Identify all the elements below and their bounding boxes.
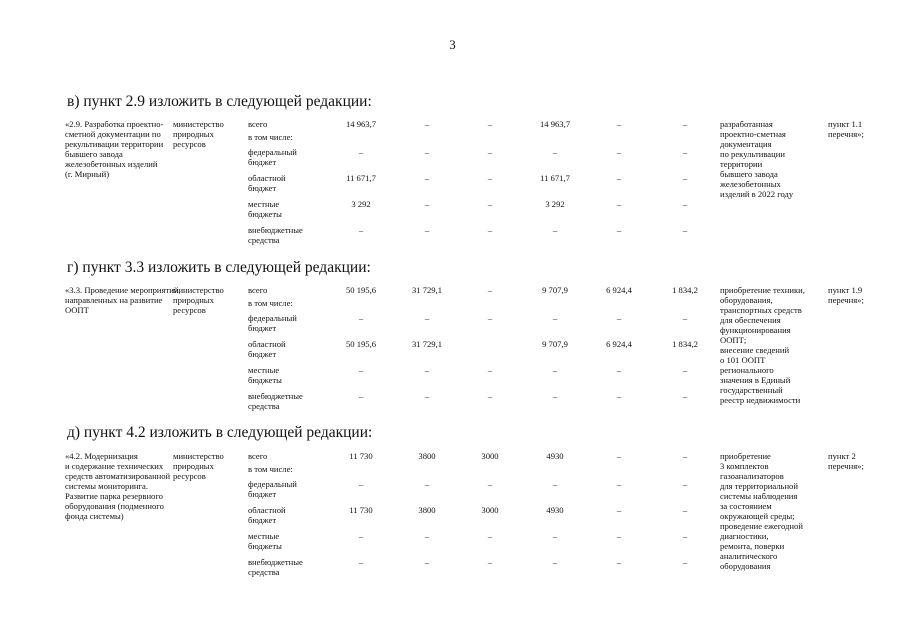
executor-line: ресурсов xyxy=(173,139,206,149)
section-heading: г) пункт 3.3 изложить в следующей редакции: xyxy=(67,259,371,276)
funding-value: – xyxy=(616,451,622,461)
funding-value: – xyxy=(616,531,622,541)
funding-source-line: всего xyxy=(248,119,268,129)
executor-line: министерство xyxy=(173,285,224,295)
measure-name-line: оборудования (подменного xyxy=(65,501,164,511)
funding-value: – xyxy=(616,147,622,157)
funding-value: – xyxy=(487,313,493,323)
funding-source-line: областной xyxy=(248,505,286,515)
expected-result-line: о 101 ООПТ xyxy=(720,355,766,365)
funding-source-line: бюджет xyxy=(248,489,277,499)
funding-value: – xyxy=(424,479,430,489)
expected-result-line: значения в Единый xyxy=(720,375,791,385)
funding-source-line: средства xyxy=(248,401,280,411)
funding-value: – xyxy=(616,313,622,323)
funding-value: – xyxy=(424,531,430,541)
funding-value: – xyxy=(682,557,688,567)
funding-source-line: бюджеты xyxy=(248,541,282,551)
measure-name-line: Развитие парка резервного xyxy=(65,491,163,501)
funding-value: – xyxy=(487,225,493,235)
funding-source-line: в том числе: xyxy=(248,132,293,142)
expected-result xyxy=(720,285,805,405)
measure-name-line: железобетонных изделий xyxy=(65,159,158,169)
expected-result-line: государственный xyxy=(720,385,783,395)
list-reference xyxy=(828,451,864,471)
funding-value: 9 707,9 xyxy=(542,339,568,349)
funding-source xyxy=(248,391,303,411)
funding-value: – xyxy=(424,557,430,567)
funding-value: 3 292 xyxy=(351,199,371,209)
list-reference-line: перечня»; xyxy=(828,461,864,471)
funding-value: – xyxy=(682,199,688,209)
funding-source-line: бюджет xyxy=(248,349,277,359)
funding-value: – xyxy=(424,173,430,183)
list-reference-line: перечня»; xyxy=(828,129,864,139)
funding-value: – xyxy=(487,531,493,541)
expected-result-line: для территориальной xyxy=(720,481,798,491)
funding-source xyxy=(248,557,303,577)
expected-result-line: разработанная xyxy=(720,119,773,129)
funding-source-line: в том числе: xyxy=(248,298,293,308)
funding-value: 4930 xyxy=(546,451,564,461)
funding-value: – xyxy=(682,365,688,375)
funding-value: 3800 xyxy=(418,451,436,461)
list-reference-line: перечня»; xyxy=(828,295,864,305)
funding-value: 3000 xyxy=(481,505,499,515)
measure-name-line: и содержание технических xyxy=(65,461,164,471)
funding-source xyxy=(248,285,267,295)
funding-source xyxy=(248,451,267,461)
executor-line: министерство xyxy=(173,451,224,461)
measure-name-line: рекультивации территории xyxy=(65,139,164,149)
funding-value: – xyxy=(358,557,364,567)
funding-value: – xyxy=(552,225,558,235)
funding-source-line: федеральный xyxy=(248,479,297,489)
expected-result-line: по рекультивации xyxy=(720,149,785,159)
funding-value: – xyxy=(358,225,364,235)
funding-source-line: внебюджетные xyxy=(248,557,303,567)
funding-value: – xyxy=(552,147,558,157)
funding-value: – xyxy=(682,225,688,235)
funding-value: – xyxy=(487,479,493,489)
funding-value: – xyxy=(616,557,622,567)
expected-result-line: ремонта, поверки xyxy=(720,541,785,551)
funding-source-line: бюджет xyxy=(248,183,277,193)
funding-source-line: в том числе: xyxy=(248,464,293,474)
funding-value: – xyxy=(424,225,430,235)
funding-value: – xyxy=(424,313,430,323)
funding-source xyxy=(248,531,282,551)
list-reference xyxy=(828,119,864,139)
funding-source-line: всего xyxy=(248,285,268,295)
expected-result-line: за состоянием xyxy=(720,501,772,511)
expected-result-line: системы наблюдения xyxy=(720,491,798,501)
executor-line: министерство xyxy=(173,119,224,129)
measure-name-line: средств автоматизированной xyxy=(65,471,171,481)
funding-value: – xyxy=(487,173,493,183)
funding-value: – xyxy=(616,505,622,515)
expected-result-line: проектно-сметная xyxy=(720,129,786,139)
funding-value: 31 729,1 xyxy=(411,285,443,295)
funding-source-line: федеральный xyxy=(248,313,297,323)
funding-source-line: местные xyxy=(248,199,280,209)
funding-source xyxy=(248,147,297,167)
funding-source-line: местные xyxy=(248,531,280,541)
funding-value: 1 834,2 xyxy=(672,339,698,349)
funding-source-line: средства xyxy=(248,567,280,577)
funding-value: 6 924,4 xyxy=(606,339,632,349)
measure-name-line: бывшего завода xyxy=(65,149,123,159)
funding-source-line: бюджеты xyxy=(248,375,282,385)
funding-source xyxy=(248,132,293,142)
funding-value: 11 730 xyxy=(349,451,373,461)
funding-value: 50 195,6 xyxy=(345,285,377,295)
funding-value: – xyxy=(552,365,558,375)
executor-line: природных xyxy=(173,461,214,471)
funding-value: 11 671,7 xyxy=(540,173,570,183)
funding-value: – xyxy=(487,391,493,401)
funding-value: – xyxy=(487,119,493,129)
funding-value: – xyxy=(682,119,688,129)
funding-source-line: бюджет xyxy=(248,515,277,525)
funding-value: 11 671,7 xyxy=(346,173,376,183)
expected-result-line: реестр недвижимости xyxy=(720,395,801,405)
funding-value: – xyxy=(616,479,622,489)
funding-value: – xyxy=(487,285,493,295)
measure-name-line: «3.3. Проведение мероприятий, xyxy=(65,285,181,295)
list-reference xyxy=(828,285,864,305)
funding-value: – xyxy=(682,147,688,157)
executor-line: ресурсов xyxy=(173,471,206,481)
funding-source xyxy=(248,339,286,359)
list-reference-line: пункт 2 xyxy=(828,451,856,461)
funding-value: 9 707,9 xyxy=(542,285,568,295)
funding-source-line: бюджеты xyxy=(248,209,282,219)
expected-result-line: внесение сведений xyxy=(720,345,790,355)
funding-value: – xyxy=(358,391,364,401)
funding-value: – xyxy=(424,365,430,375)
funding-source-line: внебюджетные xyxy=(248,391,303,401)
measure-name-line: «2.9. Разработка проектно- xyxy=(65,119,164,129)
funding-value: 14 963,7 xyxy=(539,119,571,129)
funding-source xyxy=(248,173,286,193)
expected-result-line: территории xyxy=(720,159,763,169)
expected-result-line: функционирования xyxy=(720,325,791,335)
funding-value: 6 924,4 xyxy=(606,285,632,295)
measure-name-line: направленных на развитие xyxy=(65,295,163,305)
expected-result-line: приобретение xyxy=(720,451,771,461)
expected-result-line: для обеспечения xyxy=(720,315,781,325)
funding-source-line: областной xyxy=(248,173,286,183)
executor-line: природных xyxy=(173,129,214,139)
section-heading: д) пункт 4.2 изложить в следующей редакции: xyxy=(67,424,373,441)
funding-value: – xyxy=(682,531,688,541)
expected-result-line: газоанализаторов xyxy=(720,471,784,481)
funding-value: – xyxy=(424,199,430,209)
expected-result-line: документация xyxy=(720,139,772,149)
funding-value: 14 963,7 xyxy=(345,119,377,129)
expected-result-line: бывшего завода xyxy=(720,169,778,179)
funding-value: 11 730 xyxy=(349,505,373,515)
expected-result-line: аналитического xyxy=(720,551,778,561)
funding-source xyxy=(248,119,267,129)
funding-value: – xyxy=(358,531,364,541)
funding-source-line: федеральный xyxy=(248,147,297,157)
funding-value: – xyxy=(616,391,622,401)
funding-source xyxy=(248,199,282,219)
section-heading: в) пункт 2.9 изложить в следующей редакции: xyxy=(67,93,372,110)
funding-value: 3800 xyxy=(418,505,436,515)
measure-name-line: фонда системы) xyxy=(65,511,124,521)
funding-source-line: областной xyxy=(248,339,286,349)
expected-result-line: диагностики, xyxy=(720,531,769,541)
funding-value: – xyxy=(616,199,622,209)
funding-value: – xyxy=(487,199,493,209)
expected-result-line: 3 комплектов xyxy=(720,461,769,471)
expected-result xyxy=(720,119,793,199)
funding-source xyxy=(248,365,282,385)
funding-value: – xyxy=(682,391,688,401)
funding-value: – xyxy=(358,313,364,323)
measure-name-line: «4.2. Модернизация xyxy=(65,451,138,461)
funding-value: – xyxy=(424,119,430,129)
expected-result-line: транспортных средств xyxy=(720,305,802,315)
funding-value: – xyxy=(487,557,493,567)
funding-value: – xyxy=(682,505,688,515)
funding-value: – xyxy=(552,479,558,489)
measure-name-line: системы мониторинга. xyxy=(65,481,149,491)
executor-line: ресурсов xyxy=(173,305,206,315)
funding-value: – xyxy=(616,365,622,375)
measure-name-line: (г. Мирный) xyxy=(65,169,110,179)
funding-source-line: внебюджетные xyxy=(248,225,303,235)
funding-value: – xyxy=(358,147,364,157)
funding-value: – xyxy=(487,365,493,375)
funding-source xyxy=(248,298,293,308)
funding-value: – xyxy=(552,313,558,323)
funding-value: – xyxy=(682,313,688,323)
funding-value: – xyxy=(424,391,430,401)
funding-value: – xyxy=(358,479,364,489)
funding-value: – xyxy=(552,391,558,401)
funding-value: – xyxy=(552,557,558,567)
funding-value: – xyxy=(682,173,688,183)
funding-value: – xyxy=(552,531,558,541)
expected-result-line: окружающей среды; xyxy=(720,511,795,521)
expected-result-line: оборудования, xyxy=(720,295,773,305)
funding-value: 3000 xyxy=(481,451,499,461)
list-reference-line: пункт 1.9 xyxy=(828,285,863,295)
funding-value: 4930 xyxy=(546,505,564,515)
funding-value: 1 834,2 xyxy=(672,285,698,295)
funding-value: – xyxy=(616,173,622,183)
funding-value: 3 292 xyxy=(545,199,565,209)
funding-source-line: средства xyxy=(248,235,280,245)
measure-name-line: сметной документации по xyxy=(65,129,161,139)
expected-result-line: железобетонных xyxy=(720,179,781,189)
funding-value: – xyxy=(682,451,688,461)
expected-result-line: ООПТ; xyxy=(720,335,747,345)
funding-source xyxy=(248,225,303,245)
page-number: 3 xyxy=(449,37,456,52)
funding-source-line: всего xyxy=(248,451,268,461)
expected-result xyxy=(720,451,803,571)
funding-value: 50 195,6 xyxy=(345,339,377,349)
expected-result-line: изделий в 2022 году xyxy=(720,189,794,199)
funding-value: – xyxy=(616,225,622,235)
funding-value: 31 729,1 xyxy=(411,339,443,349)
funding-value: – xyxy=(682,479,688,489)
funding-value: – xyxy=(487,147,493,157)
executor-line: природных xyxy=(173,295,214,305)
expected-result-line: регионального xyxy=(720,365,774,375)
funding-row xyxy=(0,225,905,255)
expected-result-line: приобретение техники, xyxy=(720,285,805,295)
list-reference-line: пункт 1.1 xyxy=(828,119,863,129)
funding-source xyxy=(248,479,297,499)
funding-source-line: местные xyxy=(248,365,280,375)
funding-value: – xyxy=(358,365,364,375)
funding-source-line: бюджет xyxy=(248,323,277,333)
funding-source xyxy=(248,505,286,525)
amendment-table xyxy=(0,119,905,259)
funding-source xyxy=(248,464,293,474)
funding-value: – xyxy=(424,147,430,157)
expected-result-line: оборудования xyxy=(720,561,771,571)
funding-source xyxy=(248,313,297,333)
amendment-table xyxy=(0,285,905,425)
funding-value: – xyxy=(616,119,622,129)
amendment-table xyxy=(0,451,905,591)
expected-result-line: проведение ежегодной xyxy=(720,521,803,531)
measure-name-line: ООПТ xyxy=(65,305,89,315)
funding-source-line: бюджет xyxy=(248,157,277,167)
